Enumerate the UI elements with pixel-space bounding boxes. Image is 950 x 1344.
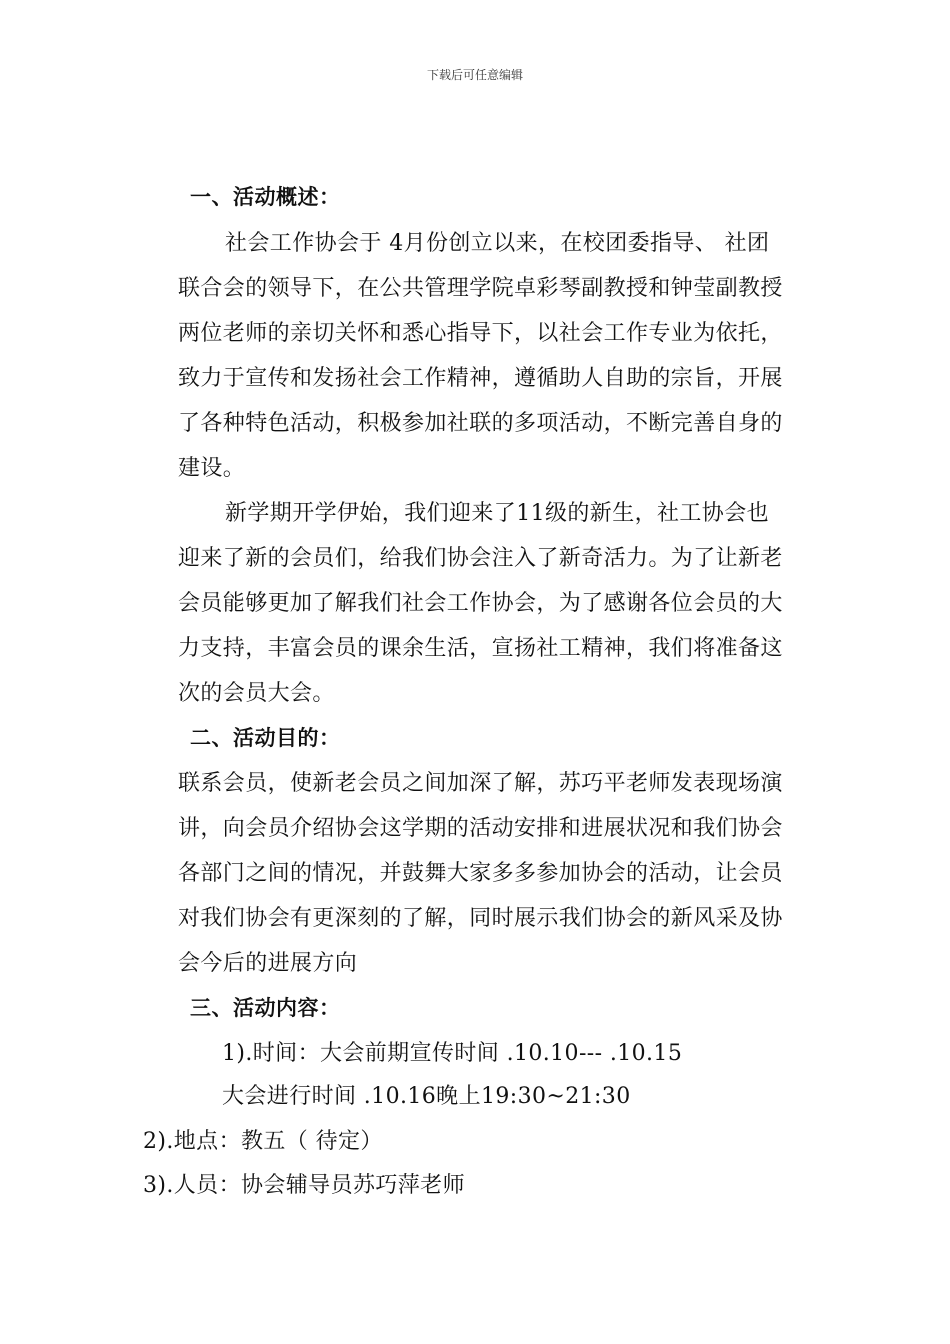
- paragraph-line: 力支持，丰富会员的课余生活，宣扬社工精神，我们将准备这: [178, 636, 783, 661]
- list-item-meeting-time: 大会进行时间 .10.16晚上19:30~21:30: [222, 1084, 631, 1109]
- paragraph-line: 两位老师的亲切关怀和悉心指导下，以社会工作专业为依托，: [178, 321, 783, 346]
- section-heading-purpose: 二、活动目的：: [190, 726, 341, 750]
- paragraph-line: 致力于宣传和发扬社会工作精神，遵循助人自助的宗旨，开展: [178, 366, 783, 391]
- paragraph-line: 社会工作协会于 4月份创立以来，在校团委指导、 社团: [225, 231, 770, 256]
- paragraph-line: 建设。: [178, 456, 246, 481]
- page-header: 下载后可任意编辑: [426, 68, 523, 82]
- paragraph-line: 讲，向会员介绍协会这学期的活动安排和进展状况和我们协会: [178, 816, 783, 841]
- section-heading-content: 三、活动内容：: [190, 996, 341, 1020]
- paragraph-line: 次的会员大会。: [178, 681, 335, 706]
- list-item-location: 2).地点：教五（ 待定）: [143, 1129, 383, 1154]
- list-item-time: 1).时间：大会前期宣传时间 .10.10--- .10.15: [222, 1041, 683, 1066]
- paragraph-line: 联系会员，使新老会员之间加深了解，苏巧平老师发表现场演: [178, 771, 783, 796]
- section-heading-overview: 一、活动概述：: [190, 185, 341, 209]
- paragraph-line: 新学期开学伊始，我们迎来了11级的新生，社工协会也: [225, 501, 769, 526]
- paragraph-line: 联合会的领导下，在公共管理学院卓彩琴副教授和钟莹副教授: [178, 276, 783, 301]
- paragraph-line: 迎来了新的会员们，给我们协会注入了新奇活力。为了让新老: [178, 546, 783, 571]
- paragraph-line: 了各种特色活动，积极参加社联的多项活动，不断完善自身的: [178, 411, 783, 436]
- paragraph-line: 各部门之间的情况，并鼓舞大家多多参加协会的活动，让会员: [178, 861, 783, 886]
- list-item-people: 3).人员：协会辅导员苏巧萍老师: [143, 1173, 465, 1198]
- paragraph-line: 对我们协会有更深刻的了解，同时展示我们协会的新风采及协: [178, 906, 783, 931]
- paragraph-line: 会今后的进展方向: [178, 951, 358, 976]
- paragraph-line: 会员能够更加了解我们社会工作协会，为了感谢各位会员的大: [178, 591, 783, 616]
